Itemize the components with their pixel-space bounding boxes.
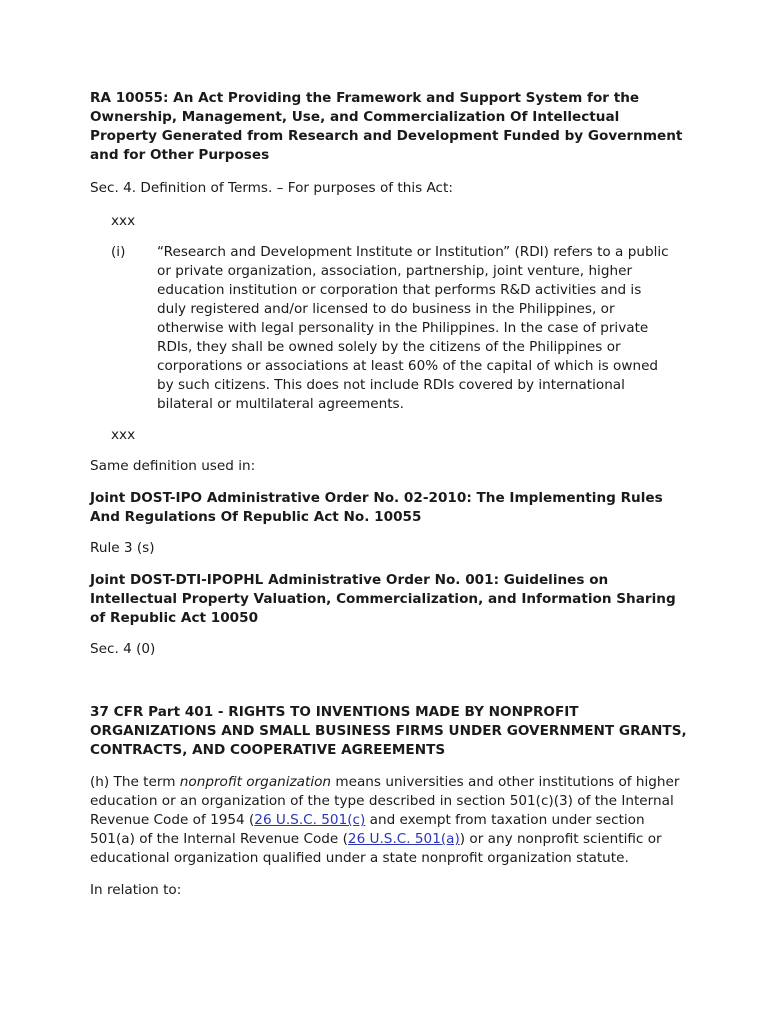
ellipsis-marker-top: xxx <box>111 213 136 229</box>
ra10055-section-heading: Sec. 4. Definition of Terms. – For purposes of this Act: <box>90 180 453 196</box>
nonprofit-definition <box>90 773 690 868</box>
ao-02-2010-title: Joint DOST-IPO Administrative Order No. 02-2010: The Implementing Rules And Regulations Of Republic Act No. 10055 <box>90 490 663 525</box>
ao-02-2010-reference: Rule 3 (s) <box>90 540 155 556</box>
definition-prefix: (h) The term <box>90 774 180 790</box>
in-relation-label: In relation to: <box>90 882 182 898</box>
definition-item-label: (i) <box>111 244 126 260</box>
definition-item-text: “Research and Development Institute or Institution” (RDI) refers to a public or private organization, association, partnership, joint venture, higher education institution or corporation that performs R&D activities and is duly registered and/or licensed to do business in the Philippines, or otherwise with legal personality in the Philippines. In the case of private RDIs, they shall be owned solely by the citizens of the Philippines or corporations or associations at least 60% of the capital of which is owned by such citizens. This does not include RDIs covered by international bilateral or multilateral agreements. <box>157 244 669 412</box>
usc-501c-link[interactable]: 26 U.S.C. 501(c) <box>254 812 366 828</box>
ao-001-reference: Sec. 4 (0) <box>90 641 156 657</box>
rdi-definition <box>111 243 690 414</box>
ao-001-title: Joint DOST-DTI-IPOPHL Administrative Order No. 001: Guidelines on Intellectual Property Valuation, Commercialization, and Information Sharing of Republic Act 10050 <box>90 572 676 626</box>
defined-term: nonprofit organization <box>179 774 332 790</box>
cfr-title: 37 CFR Part 401 - RIGHTS TO INVENTIONS MADE BY NONPROFIT ORGANIZATIONS AND SMALL BUSINESS FIRMS UNDER GOVERNMENT GRANTS, CONTRACTS, AND COOPERATIVE AGREEMENTS <box>90 704 687 758</box>
document-page <box>90 89 690 900</box>
definition-text-part-3: ) or any nonprofit scientific or educational organization qualified under a state nonprofit organization statute. <box>90 831 662 866</box>
ellipsis-marker-bottom: xxx <box>111 427 136 443</box>
definition-text-part-1: means universities and other institutions of higher education or an organization of the type described in section 501(c)(3) of the Internal Revenue Code of 1954 ( <box>90 774 680 828</box>
ra10055-title: RA 10055: An Act Providing the Framework and Support System for the Ownership, Management, Use, and Commercialization Of Intellectual Property Generated from Research and Development Funded by Government and for Other Purposes <box>90 90 683 163</box>
usc-501a-link[interactable]: 26 U.S.C. 501(a) <box>347 831 460 847</box>
same-definition-label: Same definition used in: <box>90 458 256 474</box>
definition-text-part-2: and exempt from taxation under section 501(a) of the Internal Revenue Code ( <box>90 812 645 847</box>
